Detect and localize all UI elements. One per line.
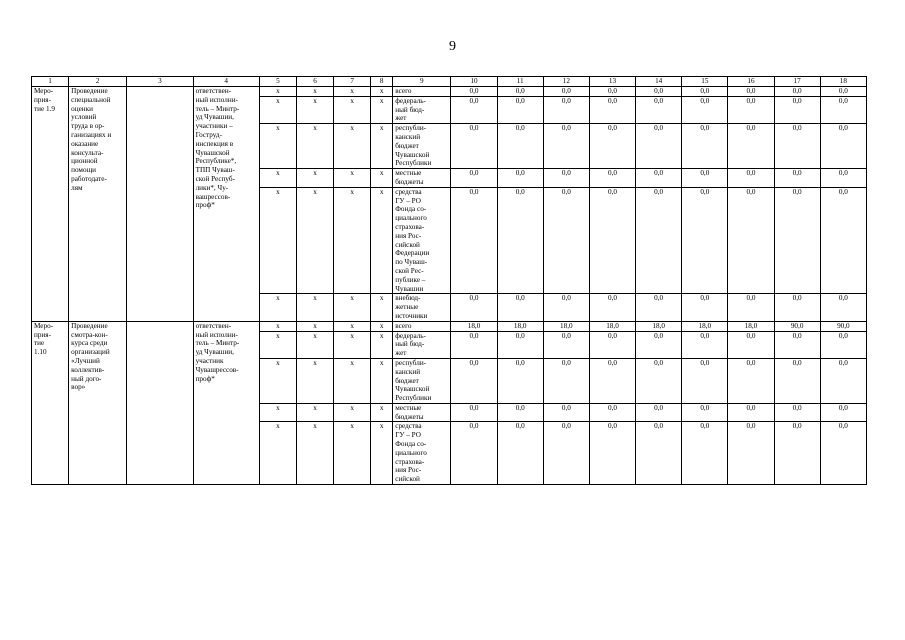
amount-cell: 0,0 bbox=[774, 358, 820, 403]
amount-cell: 0,0 bbox=[820, 294, 866, 321]
amount-cell: 0,0 bbox=[497, 294, 543, 321]
amount-cell: 0,0 bbox=[543, 422, 589, 485]
code-cell: x bbox=[334, 169, 371, 188]
amount-cell: 0,0 bbox=[774, 87, 820, 97]
code-cell: x bbox=[371, 331, 393, 358]
amount-cell: 0,0 bbox=[636, 96, 682, 123]
amount-cell: 0,0 bbox=[774, 187, 820, 294]
column-number-row bbox=[32, 77, 867, 87]
amount-cell: 0,0 bbox=[728, 169, 774, 188]
code-cell: x bbox=[371, 187, 393, 294]
code-cell: x bbox=[334, 331, 371, 358]
amount-cell: 0,0 bbox=[451, 358, 497, 403]
amount-cell: 0,0 bbox=[682, 87, 728, 97]
column-header: 15 bbox=[682, 77, 728, 87]
executors-cell: ответствен- ный исполни- тель – Минтр- уд Чувашии, участники – Гоструд- инспекция в Чувашской Республике*, ТПП Чуваш- ской Респуб- лики*, Чу- вашрессов- проф* bbox=[193, 87, 259, 322]
code-cell: x bbox=[259, 403, 296, 422]
amount-cell: 0,0 bbox=[543, 358, 589, 403]
column-header: 3 bbox=[127, 77, 193, 87]
column-header: 10 bbox=[451, 77, 497, 87]
amount-cell: 0,0 bbox=[589, 294, 635, 321]
code-cell: x bbox=[296, 87, 333, 97]
measure-number-cell: Меро- прия- тие 1.9 bbox=[32, 87, 69, 322]
amount-cell: 0,0 bbox=[728, 358, 774, 403]
code-cell: x bbox=[296, 403, 333, 422]
code-cell: x bbox=[334, 294, 371, 321]
funding-source-cell: средства ГУ – РО Фонда со- циального страхова- ния Рос- сийской bbox=[393, 422, 451, 485]
amount-cell: 0,0 bbox=[774, 169, 820, 188]
amount-cell: 0,0 bbox=[589, 96, 635, 123]
amount-cell: 0,0 bbox=[451, 294, 497, 321]
column-header: 2 bbox=[69, 77, 127, 87]
column-header: 9 bbox=[393, 77, 451, 87]
funding-source-cell: республи- канский бюджет Чувашской Республики bbox=[393, 358, 451, 403]
amount-cell: 0,0 bbox=[682, 358, 728, 403]
code-cell: x bbox=[259, 331, 296, 358]
amount-cell: 0,0 bbox=[451, 169, 497, 188]
amount-cell: 0,0 bbox=[543, 294, 589, 321]
amount-cell: 0,0 bbox=[682, 294, 728, 321]
code-cell: x bbox=[259, 96, 296, 123]
code-cell: x bbox=[371, 422, 393, 485]
amount-cell: 0,0 bbox=[728, 87, 774, 97]
column-header: 16 bbox=[728, 77, 774, 87]
amount-cell: 0,0 bbox=[589, 169, 635, 188]
amount-cell: 0,0 bbox=[451, 187, 497, 294]
amount-cell: 0,0 bbox=[636, 358, 682, 403]
amount-cell: 0,0 bbox=[636, 294, 682, 321]
amount-cell: 90,0 bbox=[774, 321, 820, 331]
code-cell: x bbox=[371, 124, 393, 169]
amount-cell: 0,0 bbox=[589, 331, 635, 358]
column-header: 11 bbox=[497, 77, 543, 87]
funding-source-cell: республи- канский бюджет Чувашской Республики bbox=[393, 124, 451, 169]
code-cell: x bbox=[371, 321, 393, 331]
amount-cell: 0,0 bbox=[497, 187, 543, 294]
code-cell: x bbox=[296, 169, 333, 188]
amount-cell: 0,0 bbox=[543, 124, 589, 169]
amount-cell: 0,0 bbox=[543, 96, 589, 123]
code-cell: x bbox=[259, 187, 296, 294]
measure-col3-cell bbox=[127, 321, 193, 484]
amount-cell: 0,0 bbox=[497, 124, 543, 169]
code-cell: x bbox=[259, 422, 296, 485]
column-header: 18 bbox=[820, 77, 866, 87]
column-header: 13 bbox=[589, 77, 635, 87]
amount-cell: 0,0 bbox=[774, 403, 820, 422]
amount-cell: 18,0 bbox=[636, 321, 682, 331]
amount-cell: 0,0 bbox=[497, 96, 543, 123]
code-cell: x bbox=[371, 403, 393, 422]
code-cell: x bbox=[259, 87, 296, 97]
column-header: 6 bbox=[296, 77, 333, 87]
amount-cell: 0,0 bbox=[682, 187, 728, 294]
code-cell: x bbox=[371, 294, 393, 321]
amount-cell: 0,0 bbox=[682, 422, 728, 485]
column-header: 14 bbox=[636, 77, 682, 87]
code-cell: x bbox=[296, 422, 333, 485]
code-cell: x bbox=[259, 294, 296, 321]
amount-cell: 18,0 bbox=[497, 321, 543, 331]
measure-col3-cell bbox=[127, 87, 193, 322]
amount-cell: 0,0 bbox=[589, 422, 635, 485]
amount-cell: 0,0 bbox=[497, 403, 543, 422]
table-row bbox=[32, 87, 867, 97]
funding-source-cell: всего bbox=[393, 321, 451, 331]
executors-cell: ответствен- ный исполни- тель – Минтр- уд Чувашии, участник Чувашрессов- проф* bbox=[193, 321, 259, 484]
amount-cell: 0,0 bbox=[774, 96, 820, 123]
code-cell: x bbox=[259, 321, 296, 331]
amount-cell: 0,0 bbox=[451, 422, 497, 485]
amount-cell: 0,0 bbox=[820, 187, 866, 294]
amount-cell: 0,0 bbox=[589, 403, 635, 422]
amount-cell: 0,0 bbox=[451, 124, 497, 169]
amount-cell: 0,0 bbox=[728, 187, 774, 294]
amount-cell: 0,0 bbox=[636, 169, 682, 188]
amount-cell: 0,0 bbox=[728, 403, 774, 422]
amount-cell: 0,0 bbox=[636, 403, 682, 422]
table-row bbox=[32, 321, 867, 331]
code-cell: x bbox=[334, 87, 371, 97]
amount-cell: 0,0 bbox=[589, 187, 635, 294]
amount-cell: 0,0 bbox=[451, 331, 497, 358]
amount-cell: 0,0 bbox=[820, 124, 866, 169]
amount-cell: 0,0 bbox=[682, 331, 728, 358]
amount-cell: 0,0 bbox=[728, 124, 774, 169]
code-cell: x bbox=[371, 169, 393, 188]
funding-source-cell: внебюд- жетные источники bbox=[393, 294, 451, 321]
amount-cell: 0,0 bbox=[682, 124, 728, 169]
funding-source-cell: средства ГУ – РО Фонда со- циального страхова- ния Рос- сийской Федерации по Чуваш- ской Рес- публике – Чувашии bbox=[393, 187, 451, 294]
amount-cell: 0,0 bbox=[774, 422, 820, 485]
code-cell: x bbox=[296, 331, 333, 358]
funding-source-cell: федераль- ный бюд- жет bbox=[393, 331, 451, 358]
code-cell: x bbox=[371, 96, 393, 123]
code-cell: x bbox=[334, 187, 371, 294]
funding-source-cell: всего bbox=[393, 87, 451, 97]
measure-number-cell: Меро- прия- тие 1.10 bbox=[32, 321, 69, 484]
amount-cell: 0,0 bbox=[820, 358, 866, 403]
amount-cell: 0,0 bbox=[820, 169, 866, 188]
amount-cell: 0,0 bbox=[774, 294, 820, 321]
amount-cell: 90,0 bbox=[820, 321, 866, 331]
amount-cell: 0,0 bbox=[774, 124, 820, 169]
amount-cell: 0,0 bbox=[636, 187, 682, 294]
code-cell: x bbox=[334, 321, 371, 331]
column-header: 5 bbox=[259, 77, 296, 87]
code-cell: x bbox=[296, 294, 333, 321]
amount-cell: 0,0 bbox=[682, 169, 728, 188]
amount-cell: 0,0 bbox=[820, 403, 866, 422]
amount-cell: 0,0 bbox=[497, 169, 543, 188]
code-cell: x bbox=[334, 358, 371, 403]
amount-cell: 0,0 bbox=[497, 422, 543, 485]
amount-cell: 18,0 bbox=[682, 321, 728, 331]
code-cell: x bbox=[371, 358, 393, 403]
amount-cell: 0,0 bbox=[820, 422, 866, 485]
code-cell: x bbox=[259, 358, 296, 403]
code-cell: x bbox=[334, 403, 371, 422]
code-cell: x bbox=[296, 358, 333, 403]
amount-cell: 0,0 bbox=[543, 187, 589, 294]
amount-cell: 0,0 bbox=[589, 124, 635, 169]
funding-source-cell: местные бюджеты bbox=[393, 169, 451, 188]
amount-cell: 0,0 bbox=[682, 403, 728, 422]
code-cell: x bbox=[259, 169, 296, 188]
code-cell: x bbox=[334, 96, 371, 123]
amount-cell: 0,0 bbox=[728, 96, 774, 123]
code-cell: x bbox=[334, 422, 371, 485]
amount-cell: 0,0 bbox=[497, 87, 543, 97]
code-cell: x bbox=[296, 321, 333, 331]
column-header: 4 bbox=[193, 77, 259, 87]
amount-cell: 0,0 bbox=[636, 331, 682, 358]
amount-cell: 18,0 bbox=[728, 321, 774, 331]
measure-title-cell: Проведение специальной оценки условий труда в ор- ганизациях и оказание консульта- ционной помощи работодате- лям bbox=[69, 87, 127, 322]
column-header: 7 bbox=[334, 77, 371, 87]
code-cell: x bbox=[334, 124, 371, 169]
amount-cell: 18,0 bbox=[451, 321, 497, 331]
code-cell: x bbox=[296, 124, 333, 169]
amount-cell: 0,0 bbox=[543, 169, 589, 188]
amount-cell: 0,0 bbox=[774, 331, 820, 358]
amount-cell: 0,0 bbox=[543, 331, 589, 358]
amount-cell: 0,0 bbox=[497, 358, 543, 403]
column-header: 12 bbox=[543, 77, 589, 87]
amount-cell: 0,0 bbox=[451, 87, 497, 97]
page-number: 9 bbox=[449, 39, 456, 54]
code-cell: x bbox=[296, 96, 333, 123]
amount-cell: 0,0 bbox=[636, 422, 682, 485]
amount-cell: 0,0 bbox=[451, 96, 497, 123]
amount-cell: 0,0 bbox=[589, 87, 635, 97]
column-header: 1 bbox=[32, 77, 69, 87]
amount-cell: 0,0 bbox=[820, 331, 866, 358]
column-header: 17 bbox=[774, 77, 820, 87]
amount-cell: 0,0 bbox=[682, 96, 728, 123]
amount-cell: 0,0 bbox=[543, 87, 589, 97]
amount-cell: 0,0 bbox=[728, 294, 774, 321]
amount-cell: 0,0 bbox=[497, 331, 543, 358]
column-header: 8 bbox=[371, 77, 393, 87]
amount-cell: 0,0 bbox=[636, 87, 682, 97]
amount-cell: 0,0 bbox=[728, 331, 774, 358]
financing-table bbox=[31, 76, 867, 485]
funding-source-cell: федераль- ный бюд- жет bbox=[393, 96, 451, 123]
amount-cell: 0,0 bbox=[820, 87, 866, 97]
amount-cell: 18,0 bbox=[543, 321, 589, 331]
funding-source-cell: местные бюджеты bbox=[393, 403, 451, 422]
amount-cell: 0,0 bbox=[728, 422, 774, 485]
amount-cell: 0,0 bbox=[636, 124, 682, 169]
amount-cell: 0,0 bbox=[451, 403, 497, 422]
code-cell: x bbox=[371, 87, 393, 97]
amount-cell: 0,0 bbox=[543, 403, 589, 422]
amount-cell: 0,0 bbox=[820, 96, 866, 123]
code-cell: x bbox=[259, 124, 296, 169]
amount-cell: 18,0 bbox=[589, 321, 635, 331]
table-body bbox=[32, 77, 867, 485]
amount-cell: 0,0 bbox=[589, 358, 635, 403]
measure-title-cell: Проведение смотра-кон- курса среди организаций «Лучший коллектив- ный дого- вор» bbox=[69, 321, 127, 484]
code-cell: x bbox=[296, 187, 333, 294]
